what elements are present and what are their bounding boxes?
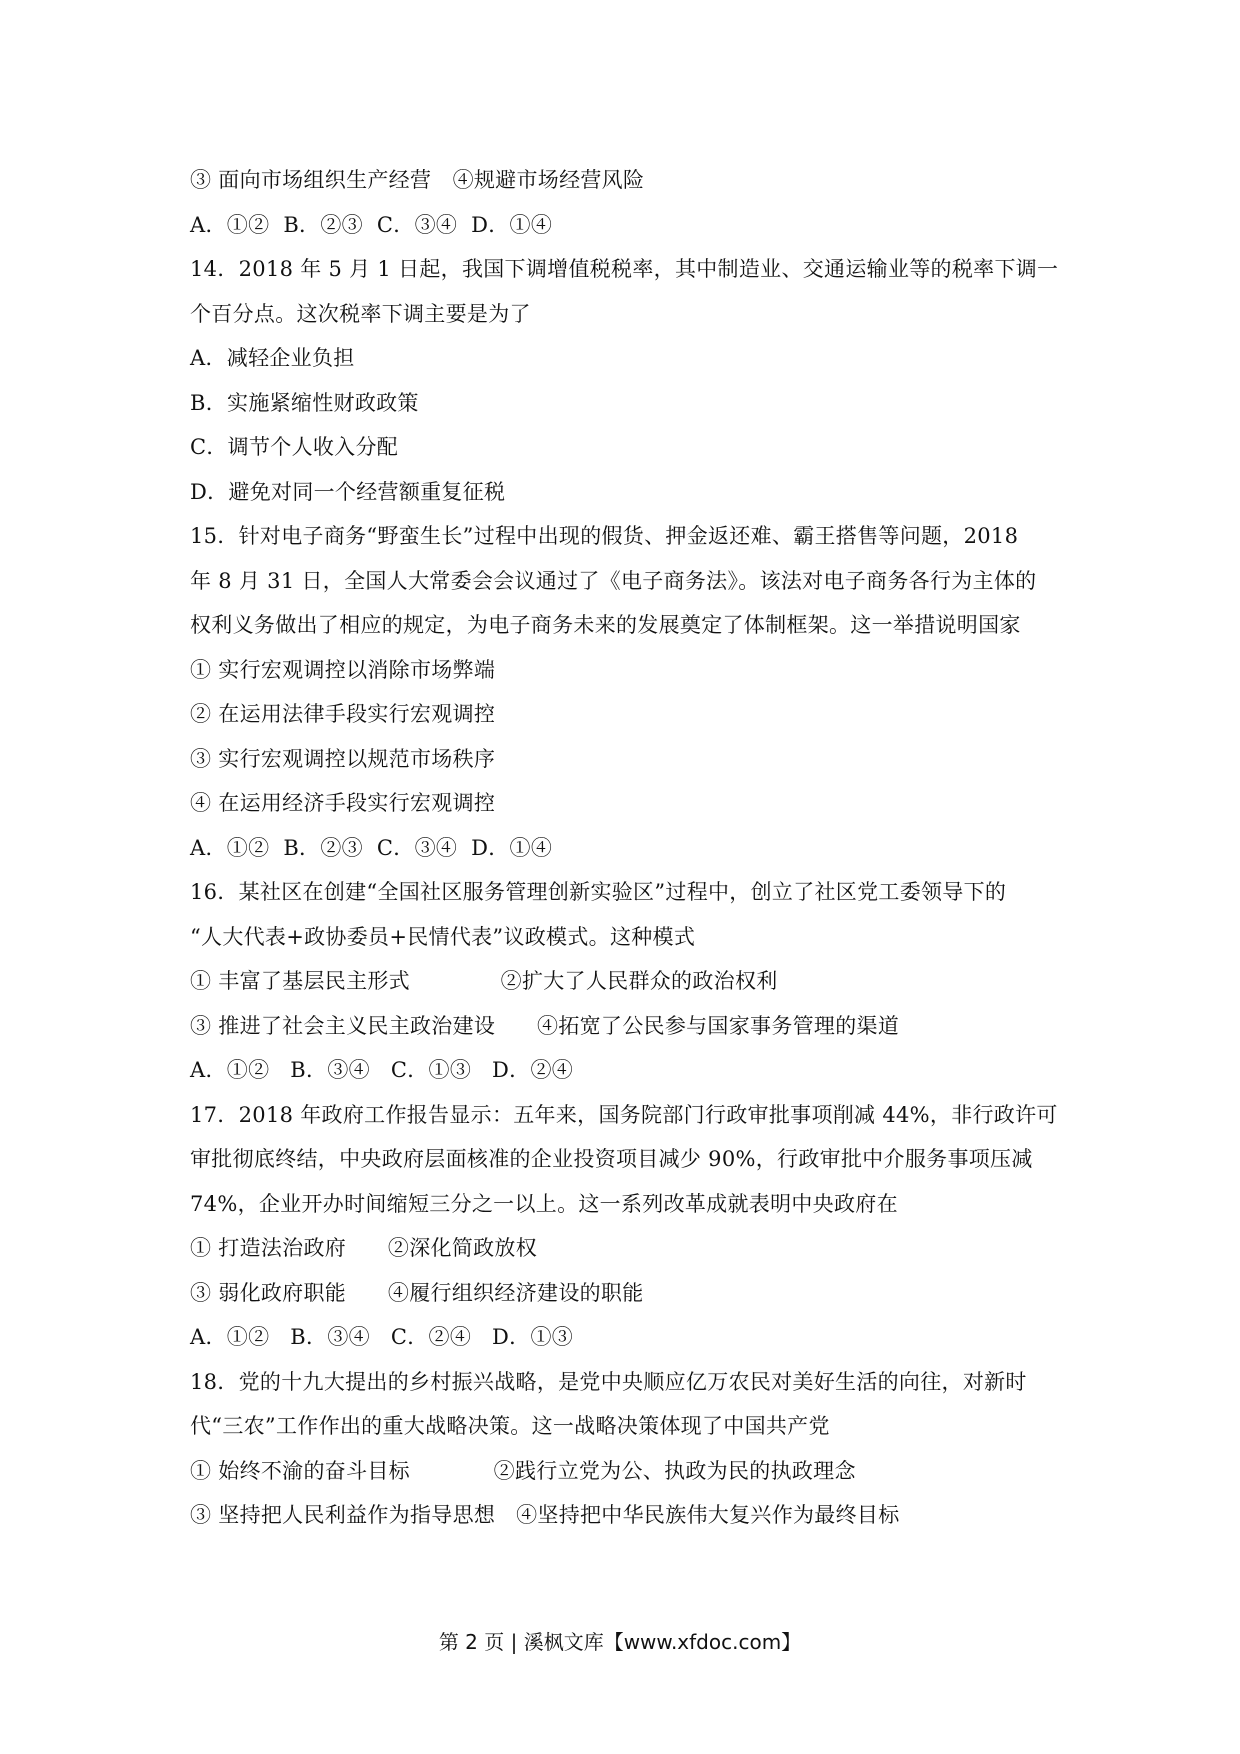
statements-3-4: ③ 弱化政府职能 ④履行组织经济建设的职能 bbox=[190, 1280, 644, 1305]
question-18-stem: 代“三农”工作作出的重大战略决策。这一战略决策体现了中国共产党 bbox=[190, 1414, 830, 1438]
question-17-stem: 17．2018 年政府工作报告显示：五年来，国务院部门行政审批事项削减 44%，非行政许可 bbox=[190, 1102, 1058, 1127]
question-18-stem: 18．党的十九大提出的乡村振兴战略，是党中央顺应亿万农民对美好生活的向往，对新时 bbox=[190, 1369, 1027, 1394]
option-b: B．实施紧缩性财政政策 bbox=[190, 390, 419, 415]
option-a: A．减轻企业负担 bbox=[190, 346, 355, 370]
text-line: ③ 面向市场组织生产经营 ④规避市场经营风险 bbox=[190, 168, 645, 192]
document-body bbox=[190, 158, 1060, 1538]
question-17-stem: 审批彻底终结，中央政府层面核准的企业投资项目减少 90%，行政审批中介服务事项压减 bbox=[190, 1147, 1033, 1171]
option-c: C．调节个人收入分配 bbox=[190, 435, 399, 459]
option-d: D．避免对同一个经营额重复征税 bbox=[190, 479, 506, 504]
statements-1-2: ① 打造法治政府 ②深化简政放权 bbox=[190, 1236, 538, 1260]
statements-3-4: ③ 坚持把人民利益作为指导思想 ④坚持把中华民族伟大复兴作为最终目标 bbox=[190, 1503, 900, 1527]
statement-1: ① 实行宏观调控以消除市场弊端 bbox=[190, 657, 496, 682]
page-footer: 第 2 页 | 溪枫文库【www.xfdoc.com】 bbox=[438, 1630, 802, 1654]
question-14-stem: 个百分点。这次税率下调主要是为了 bbox=[190, 301, 531, 326]
question-15-stem: 年 8 月 31 日，全国人大常委会会议通过了《电子商务法》。该法对电子商务各行为主体的 bbox=[190, 568, 1037, 593]
question-15-stem: 权利义务做出了相应的规定，为电子商务未来的发展奠定了体制框架。这一举措说明国家 bbox=[190, 613, 1021, 637]
statement-2: ② 在运用法律手段实行宏观调控 bbox=[190, 702, 496, 726]
question-17-stem: 74%，企业开办时间缩短三分之一以上。这一系列改革成就表明中央政府在 bbox=[190, 1191, 898, 1216]
answer-options: A．①② B．②③ C．③④ D．①④ bbox=[190, 212, 553, 237]
question-16-stem: 16．某社区在创建“全国社区服务管理创新实验区”过程中，创立了社区党工委领导下的 bbox=[190, 880, 1007, 904]
question-15-stem: 15．针对电子商务“野蛮生长”过程中出现的假货、押金返还难、霸王搭售等问题，2018 bbox=[190, 524, 1019, 548]
answer-options: A．①② B．②③ C．③④ D．①④ bbox=[190, 835, 553, 860]
statements-1-2: ① 丰富了基层民主形式 ②扩大了人民群众的政治权利 bbox=[190, 969, 778, 993]
statements-3-4: ③ 推进了社会主义民主政治建设 ④拓宽了公民参与国家事务管理的渠道 bbox=[190, 1013, 900, 1038]
question-16-stem: “人大代表+政协委员+民情代表”议政模式。这种模式 bbox=[190, 924, 696, 949]
question-14-stem: 14．2018 年 5 月 1 日起，我国下调增值税税率，其中制造业、交通运输业等的税率下调一 bbox=[190, 257, 1059, 281]
answer-options: A．①② B．③④ C．①③ D．②④ bbox=[190, 1058, 574, 1082]
statement-3: ③ 实行宏观调控以规范市场秩序 bbox=[190, 746, 496, 771]
statement-4: ④ 在运用经济手段实行宏观调控 bbox=[190, 791, 496, 815]
answer-options: A．①② B．③④ C．②④ D．①③ bbox=[190, 1325, 574, 1349]
statements-1-2: ① 始终不渝的奋斗目标 ②践行立党为公、执政为民的执政理念 bbox=[190, 1458, 856, 1483]
